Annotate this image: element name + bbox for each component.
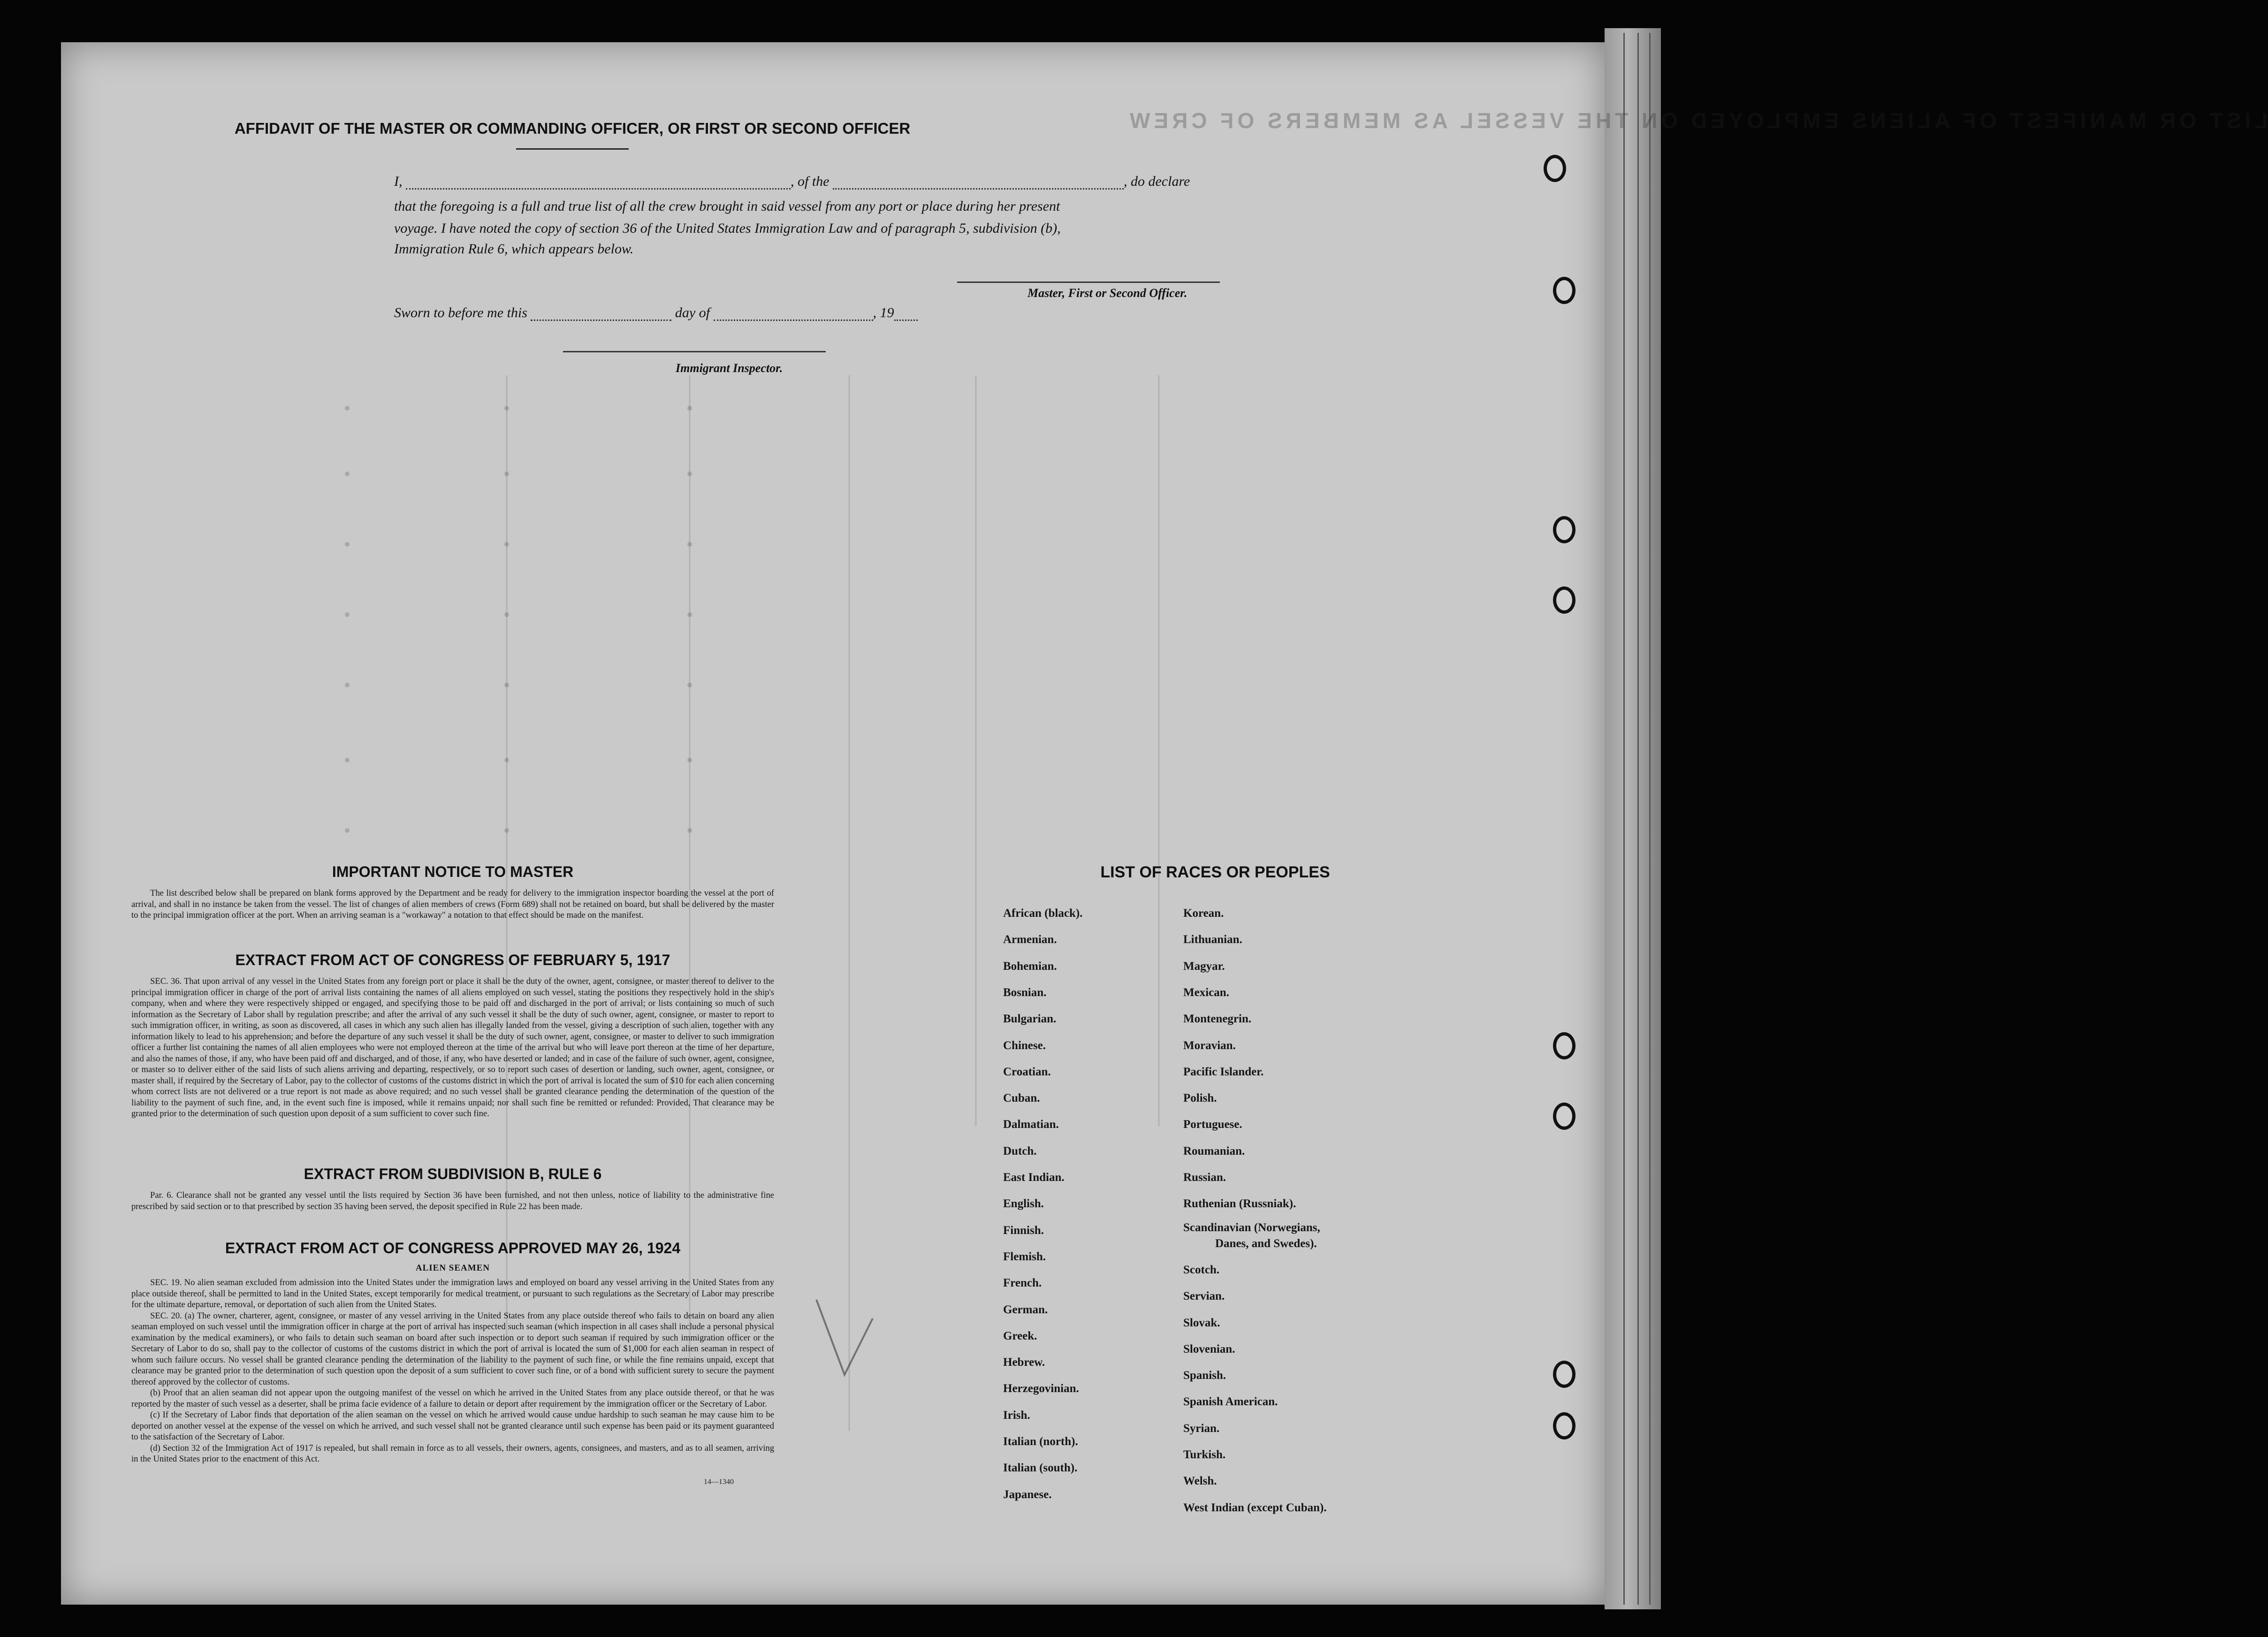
race-item: African (black). [1003,907,1083,920]
race-item: Hebrew. [1003,1356,1045,1369]
race-item: Danes, and Swedes). [1215,1237,1317,1250]
vessel-name-field [833,177,1124,190]
race-item: Montenegrin. [1183,1013,1252,1026]
race-item: Dalmatian. [1003,1118,1059,1131]
race-item: Spanish American. [1183,1395,1278,1409]
race-item: Greek. [1003,1329,1037,1342]
race-item: Scandinavian (Norwegians, [1183,1221,1320,1234]
sworn-month-field [714,308,873,321]
race-item: Bulgarian. [1003,1013,1057,1026]
signature-label: Master, First or Second Officer. [1027,286,1187,300]
race-item: Moravian. [1183,1039,1236,1052]
race-item: Italian (north). [1003,1435,1078,1448]
race-item: Welsh. [1183,1475,1217,1488]
extract-1917-title: EXTRACT FROM ACT OF CONGRESS OF FEBRUARY 5, 1917 [235,952,670,968]
race-item: German. [1003,1303,1048,1316]
race-item: Syrian. [1183,1422,1220,1435]
inspector-signature-line [563,351,826,352]
sec-20b: (b) Proof that an alien seaman did not appear upon the outgoing manifest of the vessel on which he arrived in the United States from any place outside thereof, or that he was reported by the master of such vessel as a deserter, shall be prima facie evidence of a failure to detain or deport after requirement by the immigration officer or the Secretary of Labor. [131,1388,774,1409]
race-item: Bosnian. [1003,986,1047,999]
affidavit-line-3: voyage. I have noted the copy of section 36 of the United States Immigration Law and of paragraph 5, subdivision (b), [394,221,1061,236]
race-item: Polish. [1183,1092,1217,1105]
race-item: Slovenian. [1183,1342,1235,1355]
race-item: Bohemian. [1003,959,1057,973]
declare-label: , do declare [1124,174,1190,189]
race-item: Irish. [1003,1409,1030,1422]
affidavit-line-1 [394,174,1190,190]
sec-20a: SEC. 20. (a) The owner, charterer, agent, consignee, or master of any vessel arriving in the United States from any place outside thereof who fails to detain on board any alien seaman employed on such vessel until the immigration officer in charge at the port of arrival has inspected such seaman (which inspection in all cases shall include a personal physical examination by the medical examiners), or who fails to detain such seaman on board after such inspection or to deport such seaman if required by such immigration officer or the Secretary of Labor to do so, shall pay to the collector of customs of the customs district in which the port of arrival is located the sum of $1,000 for each alien seaman in respect of whom such failure occurs. No vessel shall be granted clearance pending the determination of the liability to the payment of such fine, or while the fine remains unpaid, except that clearance may be granted prior to the determination of such question upon the deposit of a sum sufficient to cover such fine, or of a bond with sufficient surety to secure the payment thereof approved by the collector of customs. [131,1310,774,1387]
race-item: Mexican. [1183,986,1229,999]
race-item: Chinese. [1003,1039,1046,1052]
alien-seamen-subtitle: ALIEN SEAMEN [415,1263,490,1273]
races-title: LIST OF RACES OR PEOPLES [1100,863,1330,881]
race-item: Armenian. [1003,933,1057,946]
race-item: Korean. [1183,907,1224,920]
race-item: Pacific Islander. [1183,1065,1264,1078]
extract-rule6-text: Par. 6. Clearance shall not be granted any vessel until the lists required by Section 36 have been furnished, and not then unless, notice of liability to the administrative fine prescribed by said section or to that prescribed by section 35 having been served, the deposit specified in Rule 22 has been made. [131,1190,774,1211]
year-label: , 19 [873,305,894,320]
title-rule [516,148,629,150]
sec-20d: (d) Section 32 of the Immigration Act of 1917 is repealed, but shall remain in force as to all vessels, their owners, agents, consignees, and masters, and as to all seamen, arriving in the United States prior to the enactment of this Act. [131,1443,774,1464]
extract-1924-text [131,1277,774,1465]
race-item: Herzegovinian. [1003,1382,1079,1395]
race-item: Cuban. [1003,1092,1040,1105]
race-item: French. [1003,1277,1042,1290]
race-item: Magyar. [1183,959,1225,973]
race-item: Slovak. [1183,1316,1220,1329]
sworn-year-field [894,308,918,321]
race-item: Servian. [1183,1290,1225,1303]
race-item: Lithuanian. [1183,933,1242,946]
affidavit-line-2: that the foregoing is a full and true list of all the crew brought in said vessel from any port or place during her present [394,198,1060,214]
sworn-day-field [531,308,671,321]
declarant-label: I, [394,174,403,189]
inspector-label: Immigrant Inspector. [676,361,783,375]
race-item: Croatian. [1003,1065,1051,1078]
sworn-line [394,305,918,321]
race-item: Russian. [1183,1171,1226,1184]
extract-1924-title: EXTRACT FROM ACT OF CONGRESS APPROVED MAY 26, 1924 [225,1240,681,1256]
sec-20c: (c) If the Secretary of Labor finds that deportation of the alien seaman on the vessel on which he arrived would cause undue hardship to such seaman he may cause him to be deported on another vessel at the expense of the vessel on which he arrived, and such vessel shall not be granted clearance until such expense has been paid or its payment guaranteed to the satisfaction of the Secretary of Labor. [131,1410,774,1442]
notice-text: The list described below shall be prepared on blank forms approved by the Department and be ready for delivery to the immigration inspector boarding the vessel at the port of arrival, and shall in no instance be taken from the vessel. The list of changes of alien members of crews (Form 689) shall not be retained on board, but shall be delivered by the master to the principal immigration officer at the port. When an arriving seaman is a "workaway" a notation to that effect should be made on the manifest. [131,888,774,920]
race-item: Scotch. [1183,1263,1220,1276]
affidavit-title: AFFIDAVIT OF THE MASTER OR COMMANDING OFFICER, OR FIRST OR SECOND OFFICER [234,120,911,137]
race-item: Italian (south). [1003,1462,1078,1475]
race-item: Dutch. [1003,1144,1037,1157]
day-of-label: day of [675,305,710,320]
sworn-label: Sworn to before me this [394,305,527,320]
notice-title: IMPORTANT NOTICE TO MASTER [332,863,574,880]
signature-line [957,282,1220,283]
race-item: Ruthenian (Russniak). [1183,1197,1296,1211]
race-item: Turkish. [1183,1448,1226,1461]
sec-19: SEC. 19. No alien seaman excluded from admission into the United States under the immigration laws and employed on board any vessel arriving in the United States from any place outside thereof, shall be permitted to land in the United States, except temporarily for medical treatment, or pursuant to such regulations as the Secretary of Labor may prescribe for the ultimate departure, removal, or deportation of such alien from the United States. [131,1278,774,1310]
race-item: Finnish. [1003,1224,1044,1237]
form-code: 14—1340 [704,1478,734,1486]
extract-rule6-title: EXTRACT FROM SUBDIVISION B, RULE 6 [304,1165,602,1182]
extract-1917-text: SEC. 36. That upon arrival of any vessel in the United States from any foreign port or place it shall be the duty of the owner, agent, consignee, or master thereof to deliver to the principal immigration officer in charge of the port of arrival lists containing the names of all aliens employed on such vessel, stating the positions they respectively hold in the ship's company, when and where they were respectively shipped or engaged, and specifying those to be paid off and discharged in the port of arrival; or lists containing so much of such information as the Secretary of Labor shall by regulation prescribe; and after the arrival of any such vessel it shall be the duty of such owner, agent, consignee, or master to report to such immigration officer, in writing, as soon as discovered, all cases in which any such alien has illegally landed from the vessel, giving a description of such alien, together with any information likely to lead to his apprehension; and before the departure of any such vessel it shall be the duty of such owner, agent, consignee, or master to deliver to such immigration officer a further list containing the names of all alien employees who were not employed thereon at the time of the arrival but who will leave port thereon at the time of her departure, and also the names of those, if any, who have been paid off and discharged, and of those, if any, who have deserted or landed; and in case of the failure of such owner, agent, consignee, or master so to deliver either of the said lists of such aliens arriving and departing, respectively, or so to report such cases of desertion or landing, such owner, agent, consignee, or master shall, if required by the Secretary of Labor, pay to the collector of customs of the customs district in which the port of arrival is located the sum of $10 for each alien concerning whom correct lists are not delivered or a true report is not made as above required; and no such vessel shall be granted clearance pending the determination of the question of the liability to the payment of such fine, and, in the event such fine is imposed, while it remains unpaid; nor shall such fine be remitted or refunded: Provided, That clearance may be granted prior to the determination of such question upon deposit of a sum sufficient to cover such fine. [131,976,774,1119]
race-item: Roumanian. [1183,1144,1245,1157]
declarant-name-field [406,177,791,190]
race-item: East Indian. [1003,1171,1065,1184]
race-item: West Indian (except Cuban). [1183,1501,1327,1514]
affidavit-line-4: Immigration Rule 6, which appears below. [394,241,634,257]
race-item: English. [1003,1197,1044,1211]
show-through-heading: LIST OR MANIFEST OF ALIENS EMPLOYED ON THE VESSEL AS MEMBERS OF CREW [1126,108,2268,133]
race-item: Portuguese. [1183,1118,1242,1131]
race-item: Spanish. [1183,1369,1226,1382]
race-item: Japanese. [1003,1488,1052,1501]
vessel-label: , of the [791,174,830,189]
race-item: Flemish. [1003,1250,1046,1263]
